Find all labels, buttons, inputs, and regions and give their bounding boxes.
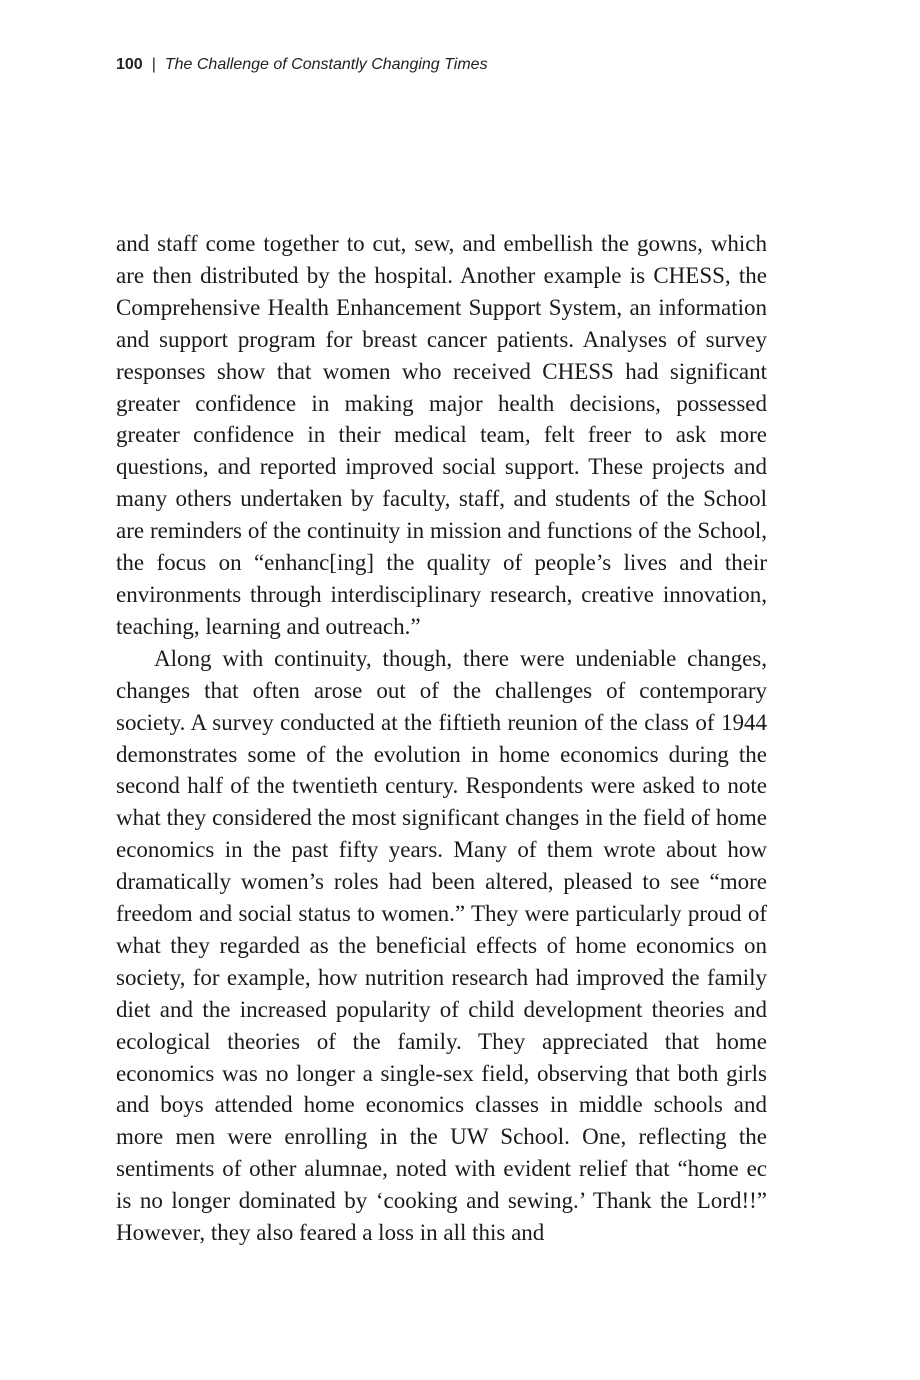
header-separator: | (151, 56, 156, 73)
chapter-title: The Challenge of Constantly Changing Times (164, 56, 488, 73)
running-head (116, 55, 488, 75)
page-number: 100 (116, 56, 143, 73)
paragraph-continued: and staff come together to cut, sew, and embellish the gowns, which are then distributed by the hospital. Another example is CHESS, the Comprehensive Health Enhancement Support System, an information and support program for breast cancer patients. Analyses of survey responses show that women who received CHESS had significant greater confidence in making major health decisions, possessed greater confidence in their medical team, felt freer to ask more questions, and reported improved social support. These projects and many others undertaken by faculty, staff, and students of the School are reminders of the continuity in mission and functions of the School, the focus on “enhanc[ing] the quality of people’s lives and their environments through interdisciplinary research, creative innovation, teaching, learning and outreach.” (116, 231, 767, 639)
paragraph: Along with continuity, though, there were undeniable changes, changes that often arose out of the challenges of contemporary society. A survey conducted at the fiftieth reunion of the class of 1944 demonstrates some of the evolution in home economics during the second half of the twentieth century. Respondents were asked to note what they considered the most significant changes in the field of home economics in the past fifty years. Many of them wrote about how dramatically women’s roles had been altered, pleased to see “more freedom and social status to women.” They were particularly proud of what they regarded as the beneficial effects of home economics on society, for example, how nutrition research had improved the family diet and the increased popularity of child development theories and ecological theories of the family. They appreciated that home economics was no longer a single-sex field, observing that both girls and boys attended home economics classes in middle schools and more men were enrolling in the UW School. One, reflecting the sentiments of other alumnae, noted with evident relief that “home ec is no longer dominated by ‘cooking and sewing.’ Thank the Lord!!” However, they also feared a loss in all this and (116, 645, 767, 1246)
body-text (116, 228, 767, 1249)
